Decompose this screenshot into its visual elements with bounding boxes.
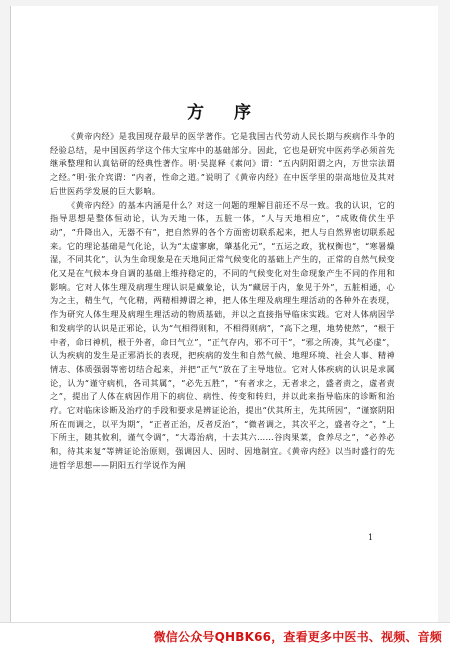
footer-banner	[0, 622, 450, 651]
wechat-promo-text[interactable]: 微信公众号QHBK66，查看更多中医书、视频、音频	[153, 630, 442, 644]
page-number: 1	[368, 533, 374, 542]
page-title: 方 序	[187, 103, 263, 123]
paragraph-1: 《黄帝内经》是我国现存最早的医学著作。它是我国古代劳动人民长期与疾病作斗争的经验总结，是中国医药学这个伟大宝库中的基础部分。因此，它也是研究中医药学必须首先继承整理和认真钻研的经典性著作。明·吴崑释《素问》谓：“五内阴阳谓之内，万世宗法谓之经。”明·张介宾谓：“内者，性命之道。”说明了《黄帝内经》在中医学里的崇高地位及其对后世医药学发展的巨大影响。	[50, 131, 395, 196]
paragraph-2: 《黄帝内经》的基本内涵是什么？对这一问题的理解目前还不尽一致。我的认识，它的指导思想是整体恒动论，认为天地一体，五脏一体，“人与天地相应”，“成败倚伏生乎动”，“升降出入，无器不有”，把自然界的各个方面密切联系起来，把人与自然界密切联系起来。它的理论基础是气化论，认为“太虚寥廓，肇基化元”，“五运之政，犹权衡也”，“寒暑燥湿，不同其化”，认为生命现象是在天地间正常气候变化的基础上产生的，正常的自然气候变化又是在气候本身自调的基础上维持稳定的，不同的气候变化对生命现象产生不同的作用和影响。它对人体生理及病理生理认识是藏象论，认为“藏居于内，象见于外”，五脏相通，心为之主，精生气，气化精，两精相搏谓之神，把人体生理及病理生理活动的各种外在表现，作为研究人体生理及病理生理活动的物质基础，并以之直接指导临床实践。它对人体病因学和发病学的认识是正邪论，认为“气相得则和，不相得则病”，“高下之理，地势使然”，“根于中者，命曰神机，根于外者，命曰气立”，“正气存内，邪不可干”，“邪之所凑，其气必虚”，认为疾病的发生是正邪消长的表现，把疾病的发生和自然气候、地理环境、社会人事、精神情志、体质强弱等密切结合起来，并把“正气”放在了主导地位。它对人体疾病的认识是求属论，认为“谨守病机，各司其属”，“必先五胜”，“有者求之，无者求之，盛者责之，虚者责之”，提出了人体在病因作用下的病位、病性、传变和转归，并以此来指导临床的诊断和治疗。它对临床诊断及治疗的手段和要求是辨证论治，提出“伏其所主，先其所因”，“谨察阴阳所在而调之，以平为期”，“正者正治，反者反治”，“微者调之，其次平之，盛者夺之”，“上下所主，随其攸利，谨气令调”，“大毒治病，十去其六……谷肉果菜，食养尽之”，“必养必和，待其来复”等辨证论治原则，强调因人、因时、因地制宜。《黄帝内经》以当时盛行的先进哲学思想——阴阳五行学说作为阐	[50, 199, 395, 470]
preface-body	[50, 130, 395, 473]
